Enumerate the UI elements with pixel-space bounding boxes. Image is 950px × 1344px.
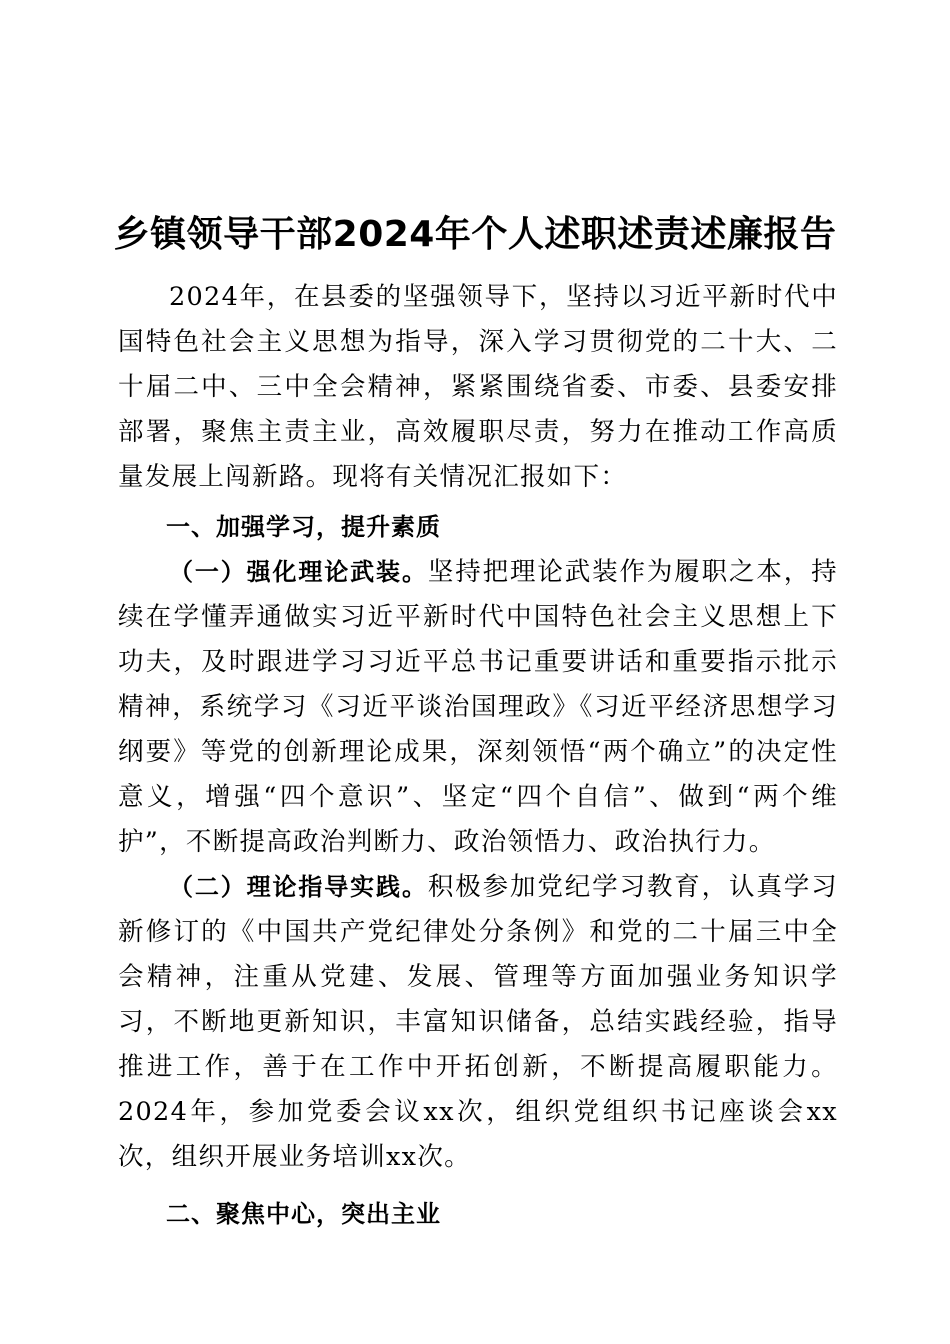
- section-1-sub-2-text: 积极参加党纪学习教育，认真学习新修订的《中国共产党纪律处分条例》和党的二十届三中全会精神，注重从党建、发展、管理等方面加强业务知识学习，不断地更新知识，丰富知识储备，总结实践经验，指导推进工作，善于在工作中开拓创新，不断提高履职能力。2024年，参加党委会议xx次，组织党组织书记座谈会xx次，组织开展业务培训xx次。: [118, 872, 838, 1172]
- section-1-heading: 一、加强学习，提升素质: [166, 513, 441, 541]
- section-1-sub-2-label: （二）理论指导实践。: [169, 873, 428, 901]
- section-2-heading: 二、聚焦中心，突出主业: [166, 1200, 441, 1228]
- intro-paragraph: 2024年，在县委的坚强领导下，坚持以习近平新时代中国特色社会主义思想为指导，深入学习贯彻党的二十大、二十届二中、三中全会精神，紧紧围绕省委、市委、县委安排部署，聚焦主责主业，高效履职尽责，努力在推动工作高质量发展上闯新路。现将有关情况汇报如下：: [118, 282, 838, 492]
- section-1-sub-1-text: 坚持把理论武装作为履职之本，持续在学懂弄通做实习近平新时代中国特色社会主义思想上下功夫，及时跟进学习习近平总书记重要讲话和重要指示批示精神，系统学习《习近平谈治国理政》《习近平经济思想学习纲要》等党的创新理论成果，深刻领悟“两个确立”的决定性意义，增强“四个意识”、坚定“四个自信”、做到“两个维护”，不断提高政治判断力、政治领悟力、政治执行力。: [118, 557, 838, 857]
- section-1-sub-1-paragraph: [118, 550, 838, 865]
- document-body: [118, 275, 838, 1237]
- section-1-sub-2-paragraph: [118, 865, 838, 1180]
- section-1-sub-1-label: （一）强化理论武装。: [169, 558, 428, 586]
- document-title: 乡镇领导干部2024年个人述职述责述廉报告: [113, 214, 837, 255]
